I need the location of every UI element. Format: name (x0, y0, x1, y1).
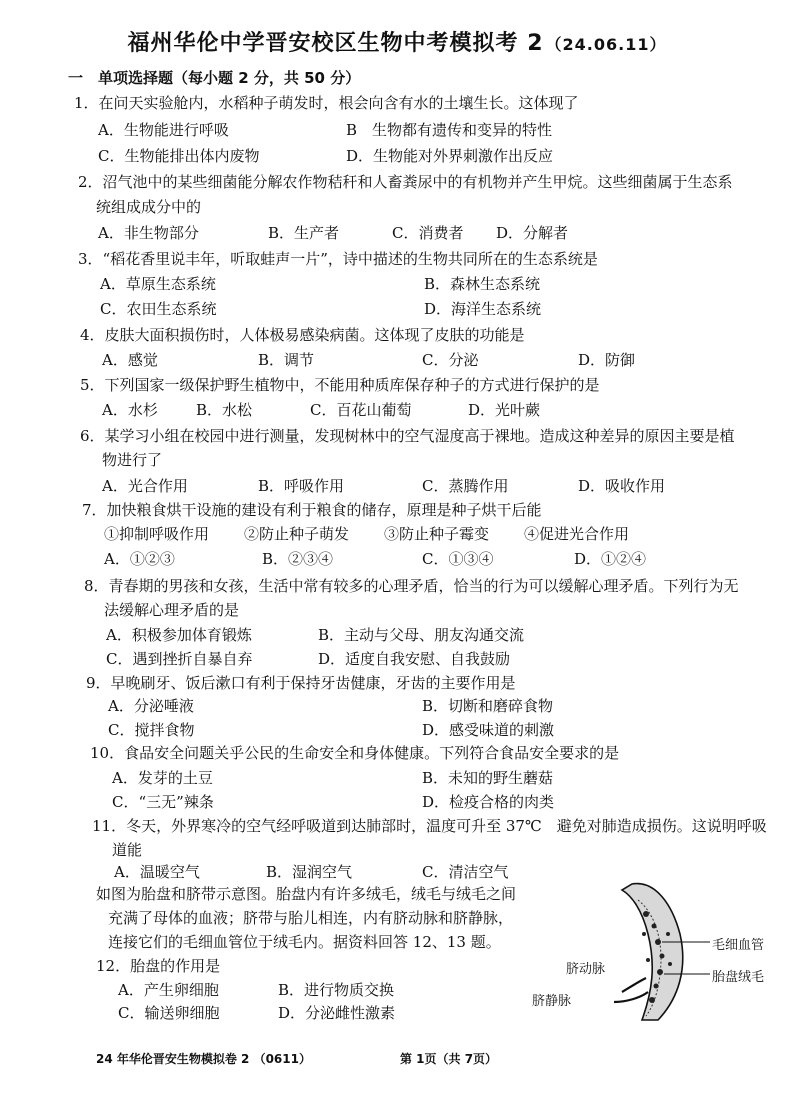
q12-option-c: C．输送卵细胞 (118, 1004, 220, 1022)
q9-option-c: C．搅拌食物 (108, 721, 195, 739)
q10-option-b: B．未知的野生蘑菇 (422, 769, 554, 787)
q7-option-d: D．①②④ (574, 550, 647, 568)
placenta-diagram (560, 874, 780, 1034)
q10-option-a: A．发芽的土豆 (112, 769, 213, 787)
section-heading: 一 单项选择题（每小题 2 分，共 50 分） (68, 69, 361, 87)
q1-option-a: A．生物能进行呼吸 (98, 121, 229, 139)
material-line2: 充满了母体的血液；脐带与胎儿相连，内有脐动脉和脐静脉， (108, 909, 514, 927)
q12-option-b: B．进行物质交换 (278, 981, 395, 999)
q8-stem-line1: 8．青春期的男孩和女孩，生活中常有较多的心理矛盾，恰当的行为可以缓解心理矛盾。下列行为无 (84, 577, 739, 595)
q7-statement-1: ①抑制呼吸作用 (104, 525, 210, 543)
q4-option-d: D．防御 (578, 351, 636, 369)
q5-option-a: A．水杉 (102, 401, 158, 419)
q1-stem: 1．在问天实验舱内，水稻种子萌发时，根会向含有水的土壤生长。这体现了 (74, 94, 579, 112)
q8-option-c: C．遇到挫折自暴自弃 (106, 650, 253, 668)
q12-stem: 12．胎盘的作用是 (96, 957, 221, 975)
q5-option-c: C．百花山葡萄 (310, 401, 412, 419)
q7-option-b: B．②③④ (262, 550, 334, 568)
q9-stem: 9．早晚刷牙、饭后漱口有利于保持牙齿健康，牙齿的主要作用是 (86, 674, 516, 692)
q3-option-b: B．森林生态系统 (424, 275, 541, 293)
material-line1: 如图为胎盘和脐带示意图。胎盘内有许多绒毛，绒毛与绒毛之间 (96, 885, 517, 903)
q11-option-a: A．温暖空气 (114, 863, 200, 881)
q7-statement-3: ③防止种子霉变 (384, 525, 490, 543)
q10-stem: 10．食品安全问题关乎公民的生命安全和身体健康。下列符合食品安全要求的是 (90, 744, 620, 762)
q5-option-b: B．水松 (196, 401, 253, 419)
q6-stem-line2: 物进行了 (102, 451, 163, 469)
q11-stem-line1: 11．冬天，外界寒冷的空气经呼吸道到达肺部时，温度可升至 37℃ 避免对肺造成损伤。这说明呼吸 (92, 817, 767, 835)
title-text: 福州华伦中学晋安校区生物中考模拟考 2 (127, 31, 544, 56)
q7-statement-2: ②防止种子萌发 (244, 525, 350, 543)
q2-option-a: A．非生物部分 (98, 224, 199, 242)
material-line3: 连接它们的毛细血管位于绒毛内。据资料回答 12、13 题。 (108, 933, 501, 951)
q1-option-b: B 生物都有遗传和变异的特性 (346, 121, 553, 139)
q7-option-c: C．①③④ (422, 550, 494, 568)
q7-statement-4: ④促进光合作用 (524, 525, 630, 543)
q9-option-a: A．分泌唾液 (108, 697, 194, 715)
q6-option-c: C．蒸腾作用 (422, 477, 509, 495)
label-umbilical-artery: 脐动脉 (566, 962, 606, 977)
q3-option-d: D．海洋生态系统 (424, 300, 542, 318)
q4-stem: 4．皮肤大面积损伤时，人体极易感染病菌。这体现了皮肤的功能是 (80, 326, 525, 344)
q6-option-b: B．呼吸作用 (258, 477, 345, 495)
q7-option-a: A．①②③ (104, 550, 175, 568)
q11-stem-line2: 道能 (112, 841, 143, 859)
q7-stem: 7．加快粮食烘干设施的建设有利于粮食的储存，原理是种子烘干后能 (82, 501, 542, 519)
q2-option-d: D．分解者 (496, 224, 569, 242)
footer-page-number: 第 1页（共 7页） (400, 1052, 498, 1066)
label-placental-villi: 胎盘绒毛 (712, 970, 765, 985)
q5-stem: 5．下列国家一级保护野生植物中，不能用种质库保存种子的方式进行保护的是 (80, 376, 600, 394)
exam-date: （24.06.11） (545, 35, 667, 54)
q4-option-a: A．感觉 (102, 351, 158, 369)
q6-option-a: A．光合作用 (102, 477, 188, 495)
q2-option-b: B．生产者 (268, 224, 340, 242)
q8-stem-line2: 法缓解心理矛盾的是 (104, 601, 240, 619)
q2-option-c: C．消费者 (392, 224, 464, 242)
q11-option-b: B．湿润空气 (266, 863, 353, 881)
q9-option-b: B．切断和磨碎食物 (422, 697, 554, 715)
q1-option-c: C．生物能排出体内废物 (98, 147, 260, 165)
q8-option-b: B．主动与父母、朋友沟通交流 (318, 626, 525, 644)
q12-option-a: A．产生卵细胞 (118, 981, 219, 999)
q6-stem-line1: 6．某学习小组在校园中进行测量，发现树林中的空气湿度高于裸地。造成这种差异的原因主要是植 (80, 427, 735, 445)
footer-exam-name: 24 年华伦晋安生物模拟卷 2 （0611） (96, 1052, 311, 1066)
q5-option-d: D．光叶蕨 (468, 401, 541, 419)
label-umbilical-vein: 脐静脉 (532, 994, 572, 1009)
q12-option-d: D．分泌雌性激素 (278, 1004, 396, 1022)
q10-option-d: D．检疫合格的肉类 (422, 793, 555, 811)
label-capillary: 毛细血管 (712, 938, 765, 953)
q11-option-c: C．清洁空气 (422, 863, 509, 881)
q3-stem: 3．“稻花香里说丰年，听取蛙声一片”，诗中描述的生物共同所在的生态系统是 (78, 250, 598, 268)
q9-option-d: D．感受味道的刺激 (422, 721, 555, 739)
exam-title (0, 26, 794, 57)
q3-option-a: A．草原生态系统 (100, 275, 216, 293)
q8-option-d: D．适度自我安慰、自我鼓励 (318, 650, 511, 668)
q2-stem-line1: 2．沼气池中的某些细菌能分解农作物秸秆和人畜粪尿中的有机物并产生甲烷。这些细菌属于生态系 (78, 173, 733, 191)
q4-option-b: B．调节 (258, 351, 315, 369)
q10-option-c: C．“三无”辣条 (112, 793, 214, 811)
q4-option-c: C．分泌 (422, 351, 479, 369)
q8-option-a: A．积极参加体育锻炼 (106, 626, 252, 644)
q2-stem-line2: 统组成成分中的 (96, 198, 202, 216)
umbilical-vein-vessel (614, 992, 648, 1002)
q6-option-d: D．吸收作用 (578, 477, 666, 495)
q1-option-d: D．生物能对外界刺激作出反应 (346, 147, 554, 165)
umbilical-artery-vessel (622, 978, 646, 992)
q3-option-c: C．农田生态系统 (100, 300, 217, 318)
